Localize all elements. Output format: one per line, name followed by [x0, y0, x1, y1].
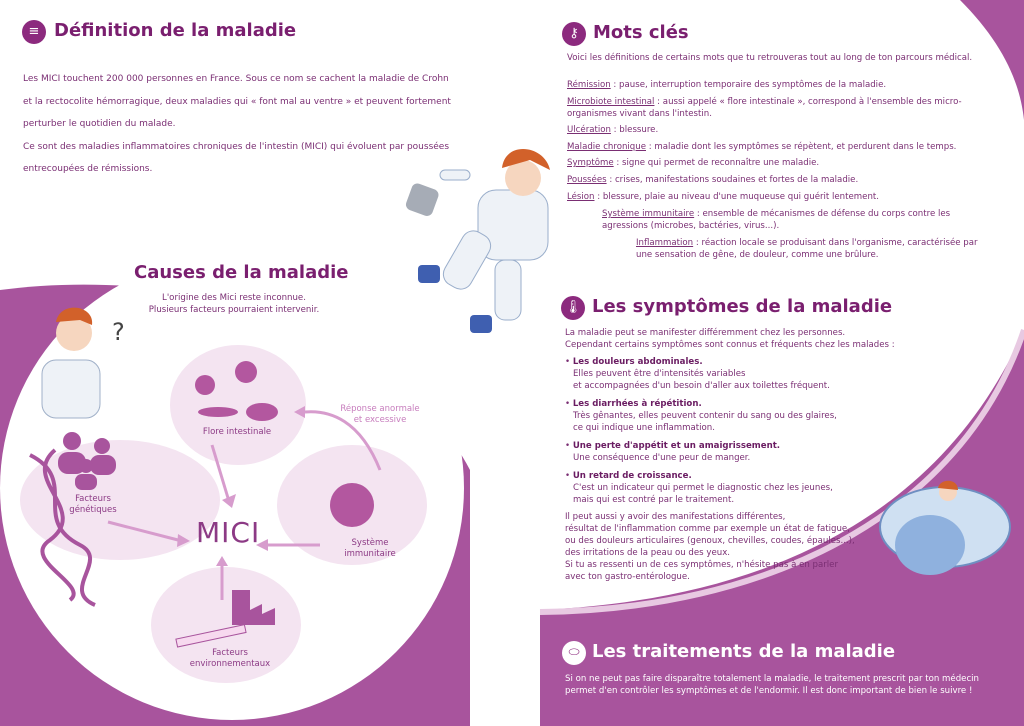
symptoms-intro-line: La maladie peut se manifester différemment chez les personnes.: [565, 328, 846, 338]
symptom-item: • Les diarrhées à répétition. Très gênantes, elles peuvent contenir du sang ou des glaires, ce qui indique une inflammation.: [565, 398, 885, 434]
keyword-def: agressions (microbes, bactéries, virus...).: [602, 220, 780, 231]
outro-line: ou des douleurs articulaires (genoux, chevilles, coudes, épaules...),: [565, 536, 855, 546]
keywords-title: Mots clés: [593, 22, 689, 43]
treatment-line: Si on ne peut pas faire disparaître totalement la maladie, le traitement prescrit par ton médecin: [565, 674, 980, 684]
symptom-line: ce qui indique une inflammation.: [573, 423, 715, 433]
symptom-item: • Les douleurs abdominales. Elles peuvent être d'intensités variables et accompagnées d'un besoin d'aller aux toilettes fréquent.: [565, 356, 885, 392]
keyword-item: [567, 125, 997, 137]
symptom-line: Une conséquence d'une peur de manger.: [573, 453, 751, 463]
symptom-line: Elles peuvent être d'intensités variables: [573, 369, 746, 379]
definition-line: perturber le quotidien du malade.: [23, 119, 176, 129]
causes-title: Causes de la maladie: [134, 262, 349, 283]
keyword-term: Maladie chronique: [567, 142, 646, 152]
reponse-label: [335, 404, 425, 426]
mici-center: MICI: [196, 516, 261, 549]
reponse-line: Réponse anormale: [340, 404, 420, 414]
symptoms-intro: [565, 327, 925, 351]
definition-line: entrecoupées de rémissions.: [23, 164, 153, 174]
definition-line: Ce sont des maladies inflammatoires chroniques de l'intestin (MICI) qui évoluent par poussées: [23, 141, 450, 152]
symptom-line: mais qui est contré par le traitement.: [573, 495, 735, 505]
definition-line: Les MICI touchent 200 000 personnes en France. Sous ce nom se cachent la maladie de Crohn: [23, 74, 449, 84]
definition-text: [23, 68, 473, 181]
definition-line: et la rectocolite hémorragique, deux maladies qui « font mal au ventre » et peuvent fortement: [23, 96, 451, 107]
keyword-item: [567, 158, 997, 170]
keyword-item: [567, 175, 997, 187]
symptom-head: Un retard de croissance.: [572, 471, 692, 481]
thermometer-icon: 🌡: [561, 296, 585, 320]
symptom-line: et accompagnées d'un besoin d'aller aux toilettes fréquent.: [573, 381, 830, 391]
keyword-term: Système immunitaire: [602, 209, 695, 219]
treatment-line: permet d'en contrôler les symptômes et de l'endormir. Il est donc important de bien le suivre !: [565, 686, 973, 696]
keyword-item: [567, 97, 997, 120]
env-line: environnementaux: [189, 659, 271, 669]
env-label: [180, 648, 280, 670]
keywords-intro: Voici les définitions de certains mots que tu retrouveras tout au long de ton parcours médical.: [567, 53, 973, 63]
keyword-def: : maladie dont les symptômes se répètent, et perdurent dans le temps.: [646, 142, 957, 152]
keyword-item: [636, 238, 1006, 261]
keyword-term: Inflammation: [636, 238, 694, 248]
immune-label: [330, 538, 410, 560]
outro-line: résultat de l'inflammation comme par exemple un état de fatigue,: [565, 524, 850, 534]
keyword-item: [602, 209, 1002, 232]
symptoms-intro-line: Cependant certains symptômes sont connus et fréquents chez les malades :: [565, 340, 895, 350]
keyword-item: [567, 142, 997, 154]
symptom-line: C'est un indicateur qui permet le diagnostic chez les jeunes,: [573, 483, 833, 493]
genetic-line: Facteurs: [75, 494, 111, 504]
text-lines-icon: ≡: [22, 20, 46, 44]
keyhole-icon: ⚷: [562, 22, 586, 46]
flore-label: Flore intestinale: [202, 427, 272, 437]
keyword-def: : réaction locale se produisant dans l'organisme, caractérisée par: [693, 238, 978, 248]
genetic-line: génétiques: [69, 505, 117, 515]
keyword-def: organismes vivant dans l'intestin.: [567, 108, 712, 119]
outro-line: Il peut aussi y avoir des manifestations différentes,: [565, 512, 786, 522]
immune-line: Système: [351, 538, 389, 548]
keyword-item: [567, 192, 997, 204]
causes-intro-line: L'origine des Mici reste inconnue.: [162, 293, 306, 303]
immune-line: immunitaire: [344, 549, 396, 559]
treatment-text: [565, 673, 1005, 697]
keyword-term: Ulcération: [567, 125, 611, 135]
symptom-item: • Une perte d'appétit et un amaigrissement. Une conséquence d'une peur de manger.: [565, 440, 885, 464]
definition-title: Définition de la maladie: [54, 20, 297, 41]
keyword-def: : crises, manifestations soudaines et fortes de la maladie.: [606, 175, 859, 185]
keyword-def: une sensation de gêne, de douleur, comme une brûlure.: [636, 249, 879, 260]
symptom-item: • Un retard de croissance. C'est un indicateur qui permet le diagnostic chez les jeunes, mais qui est contré par le traitement.: [565, 470, 885, 506]
keyword-term: Symptôme: [567, 158, 614, 168]
keyword-def: : aussi appelé « flore intestinale », correspond à l'ensemble des micro-: [654, 97, 962, 107]
keyword-term: Microbiote intestinal: [567, 97, 655, 107]
keyword-term: Poussées: [567, 175, 607, 185]
keyword-term: Rémission: [567, 80, 611, 90]
keyword-def: : blessure, plaie au niveau d'une muqueuse qui guérit lentement.: [594, 192, 879, 202]
outro-line: avec ton gastro-entérologue.: [565, 572, 690, 582]
symptoms-outro: [565, 511, 885, 583]
keyword-def: : signe qui permet de reconnaître une maladie.: [613, 158, 820, 168]
reponse-line: et excessive: [353, 415, 407, 425]
causes-intro: [134, 292, 334, 316]
symptom-head: Les douleurs abdominales.: [572, 357, 703, 367]
symptom-line: Très gênantes, elles peuvent contenir du sang ou des glaires,: [573, 411, 837, 421]
svg-text:?: ?: [112, 318, 125, 346]
env-line: Facteurs: [212, 648, 248, 658]
causes-intro-line: Plusieurs facteurs pourraient intervenir.: [148, 305, 320, 315]
treatment-title: Les traitements de la maladie: [592, 641, 896, 662]
keyword-item: [567, 80, 997, 92]
keyword-def: : pause, interruption temporaire des symptômes de la maladie.: [610, 80, 887, 90]
outro-line: Si tu as ressenti un de ces symptômes, n'hésite pas à en parler: [565, 560, 838, 570]
pill-icon: ⬭: [562, 641, 586, 665]
symptom-head: Les diarrhées à répétition.: [572, 399, 702, 409]
symptoms-title: Les symptômes de la maladie: [592, 296, 893, 317]
keyword-def: : ensemble de mécanismes de défense du corps contre les: [694, 209, 951, 219]
genetic-label: [58, 494, 128, 516]
outro-line: des irritations de la peau ou des yeux.: [565, 548, 731, 558]
symptom-head: Une perte d'appétit et un amaigrissement.: [572, 441, 781, 451]
keyword-def: : blessure.: [610, 125, 659, 135]
keyword-term: Lésion: [567, 192, 595, 202]
